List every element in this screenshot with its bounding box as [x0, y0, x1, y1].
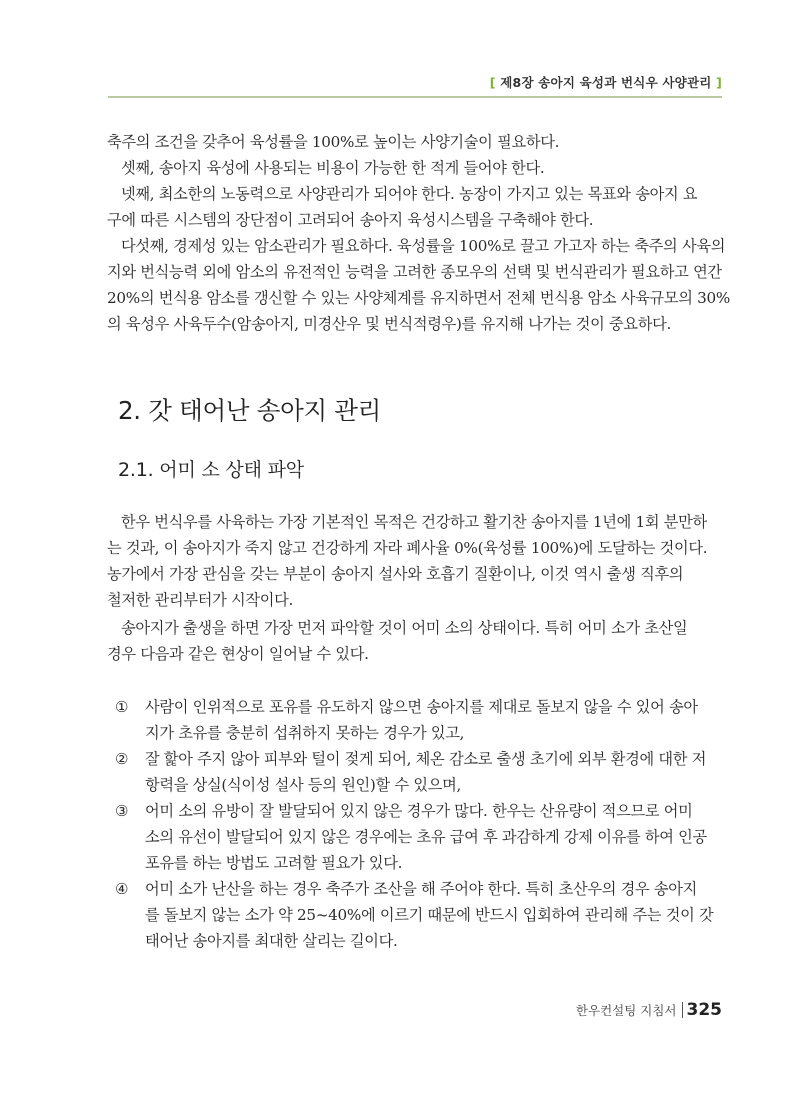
subsection-heading: 2.1. 어미 소 상태 파악 [118, 459, 304, 481]
text-line: 의 육성우 사육두수(암송아지, 미경산우 및 번식적령우)를 유지해 나가는 것이 중요하다. [107, 315, 672, 333]
text-line: 포유를 하는 방법도 고려할 필요가 있다. [145, 854, 403, 872]
text-line: 사람이 인위적으로 포유를 유도하지 않으면 송아지를 제대로 돌보지 않을 수 있어 송아 [145, 698, 698, 716]
paragraph-mother-status [107, 615, 719, 667]
section-heading: 2. 갓 태어난 송아지 관리 [118, 396, 382, 425]
text-line: 태어난 송아지를 최대한 살리는 길이다. [145, 932, 398, 950]
paragraph-continuation [107, 129, 719, 155]
paragraph-intro [107, 509, 719, 613]
running-header [490, 73, 722, 91]
paragraph-third [107, 155, 719, 181]
text-line: 구에 따른 시스템의 장단점이 고려되어 송아지 육성시스템을 구축해야 한다. [107, 211, 594, 229]
numbered-list [113, 694, 723, 954]
book-title: 한우컨설팅 지침서 [575, 1003, 677, 1018]
footer-divider [682, 1002, 683, 1018]
text-line: 축주의 조건을 갖추어 육성률을 100%로 높이는 사양기술이 필요하다. [107, 133, 560, 151]
text-line: 어미 소의 유방이 잘 발달되어 있지 않은 경우가 많다. 한우는 산유량이 적으므로 어미 [145, 802, 693, 820]
list-item [113, 694, 723, 746]
paragraph-fourth [107, 181, 719, 233]
list-number: ③ [115, 802, 129, 820]
text-line: 항력을 상실(식이성 설사 등의 원인)할 수 있으며, [145, 776, 461, 794]
list-item [113, 876, 723, 954]
text-line: 철저한 관리부터가 시작이다. [107, 591, 294, 609]
text-line: 는 것과, 이 송아지가 죽지 않고 건강하게 자라 폐사율 0%(육성률 100%)에 도달하는 것이다. [107, 539, 708, 557]
text-line: 소의 유선이 발달되어 있지 않은 경우에는 초유 급여 후 과감하게 강제 이유를 하여 인공 [145, 828, 707, 846]
list-number: ① [115, 698, 129, 716]
text-line: 지와 번식능력 외에 암소의 유전적인 능력을 고려한 종모우의 선택 및 번식관리가 필요하고 연간 [107, 263, 722, 281]
text-line: 를 돌보지 않는 소가 약 25~40%에 이르기 때문에 반드시 입회하여 관리해 주는 것이 갓 [145, 906, 714, 924]
text-line: 셋째, 송아지 육성에 사용되는 비용이 가능한 한 적게 들어야 한다. [121, 159, 545, 177]
list-item [113, 746, 723, 798]
list-number: ② [115, 750, 129, 768]
text-line: 지가 초유를 충분히 섭취하지 못하는 경우가 있고, [145, 724, 465, 742]
text-line: 잘 핥아 주지 않아 피부와 털이 젖게 되어, 체온 감소로 출생 초기에 외부 환경에 대한 저 [145, 750, 707, 768]
text-line: 한우 번식우를 사육하는 가장 기본적인 목적은 건강하고 활기찬 송아지를 1년에 1회 분만하 [121, 513, 707, 531]
text-line: 송아지가 출생을 하면 가장 먼저 파악할 것이 어미 소의 상태이다. 특히 어미 소가 초산일 [121, 619, 688, 637]
text-line: 농가에서 가장 관심을 갖는 부분이 송아지 설사와 호흡기 질환이나, 이것 역시 출생 직후의 [107, 565, 684, 583]
paragraph-fifth [107, 233, 731, 337]
header-bracket-open: [ [489, 75, 496, 90]
page-number: 325 [686, 1000, 722, 1020]
page-footer [576, 1000, 722, 1020]
header-bracket-close: ] [716, 75, 722, 90]
text-line: 20%의 번식용 암소를 갱신할 수 있는 사양체계를 유지하면서 전체 번식용 암소 사육규모의 30% [107, 289, 731, 307]
chapter-title: 제8장 송아지 육성과 번식우 사양관리 [500, 75, 712, 90]
text-line: 경우 다음과 같은 현상이 일어날 수 있다. [107, 645, 369, 663]
list-number: ④ [115, 880, 129, 898]
header-divider [108, 96, 722, 98]
text-line: 어미 소가 난산을 하는 경우 축주가 조산을 해 주어야 한다. 특히 초산우의 경우 송아지 [145, 880, 698, 898]
text-line: 넷째, 최소한의 노동력으로 사양관리가 되어야 한다. 농장이 가지고 있는 목표와 송아지 요 [121, 185, 698, 203]
text-line: 다섯째, 경제성 있는 암소관리가 필요하다. 육성률을 100%로 끌고 가고자 하는 축주의 사육의 [121, 237, 726, 255]
list-item [113, 798, 723, 876]
